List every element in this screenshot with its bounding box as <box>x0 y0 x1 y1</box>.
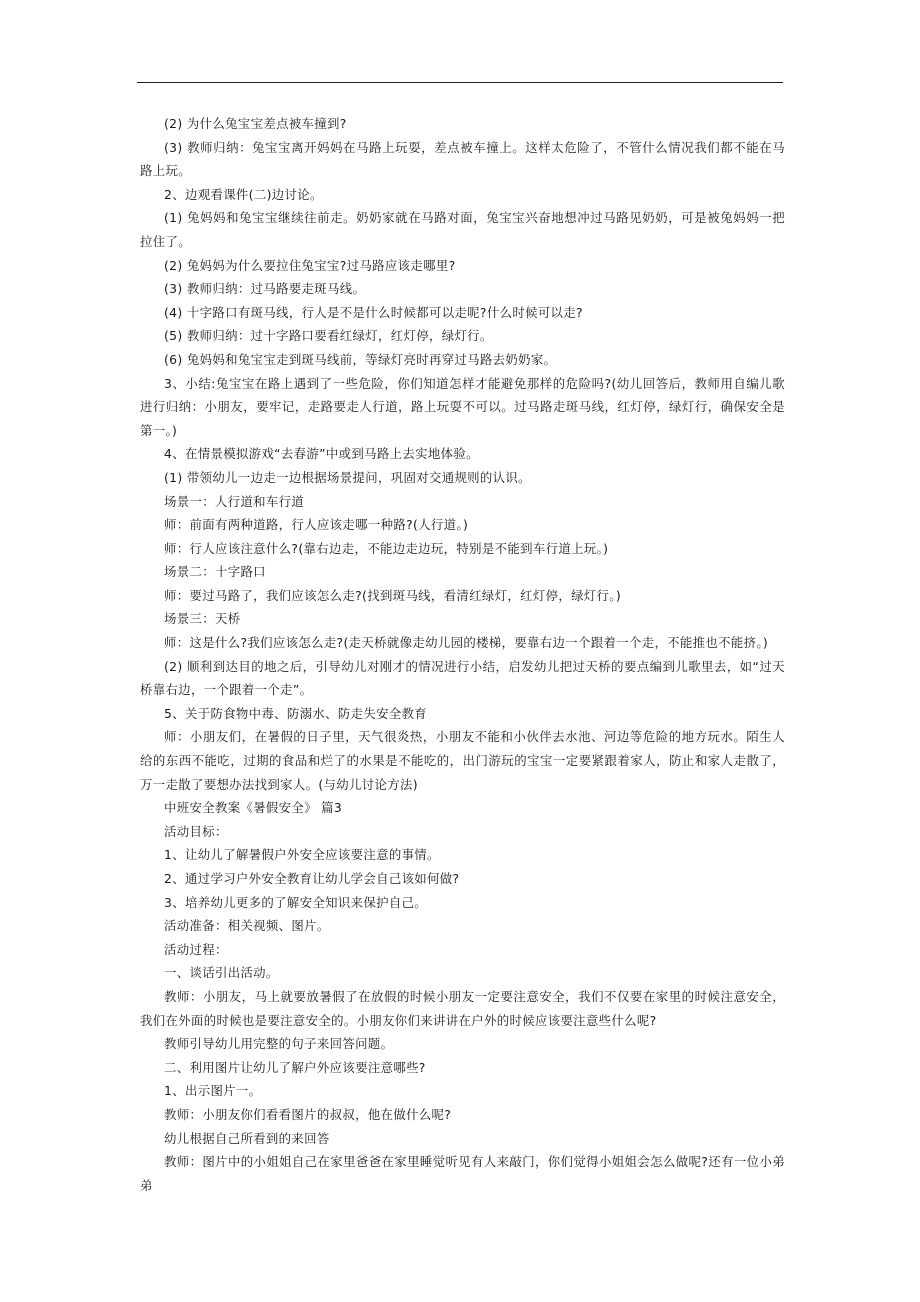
header-rule <box>137 82 783 83</box>
section-heading: 中班安全教案《暑假安全》 篇3 <box>164 800 343 816</box>
paragraph: (4) 十字路口有斑马线，行人是不是什么时候都可以走呢?什么时候可以走? <box>164 304 583 320</box>
paragraph: 一、谈话引出活动。 <box>164 965 279 981</box>
paragraph: (1) 带领幼儿一边走一边根据场景提问，巩固对交通规则的认识。 <box>164 469 531 485</box>
paragraph: 场景三：天桥 <box>164 611 241 627</box>
paragraph: 场景一：人行道和车行道 <box>164 493 305 509</box>
paragraph: (2) 兔妈妈为什么要拉住兔宝宝?过马路应该走哪里? <box>164 257 456 273</box>
paragraph: 幼儿根据自己所看到的来回答 <box>164 1130 330 1146</box>
paragraph: 教师：小朋友你们看看图片的叔叔，他在做什么呢? <box>164 1106 452 1122</box>
paragraph: 活动过程： <box>164 941 228 957</box>
paragraph: 师：小朋友们，在暑假的日子里，天气很炎热，小朋友不能和小伙伴去水池、河边等危险的地方玩水。陌生人给的东西不能吃，过期的食品和烂了的水果是不能吃的，出门游玩的宝宝一定要紧跟着家人，防止和家人走散了，万一走散了要想办法找到家人。(与幼儿讨论方法) <box>140 729 785 792</box>
paragraph: 师：这是什么?我们应该怎么走?(走天桥就像走幼儿园的楼梯，要靠右边一个跟着一个走，不能推也不能挤。) <box>164 635 769 651</box>
paragraph: 3、培养幼儿更多的了解安全知识来保护自己。 <box>164 894 428 910</box>
paragraph: (6) 兔妈妈和兔宝宝走到斑马线前，等绿灯亮时再穿过马路去奶奶家。 <box>164 351 557 367</box>
paragraph: 2、边观看课件(二)边讨论。 <box>164 186 323 202</box>
paragraph: (5) 教师归纳：过十字路口要看红绿灯，红灯停，绿灯行。 <box>164 328 493 344</box>
paragraph: (3) 教师归纳：兔宝宝离开妈妈在马路上玩耍，差点被车撞上。这样太危险了，不管什么情况我们都不能在马路上玩。 <box>140 139 785 179</box>
paragraph: 1、出示图片一。 <box>164 1083 262 1099</box>
paragraph: (3) 教师归纳：过马路要走斑马线。 <box>164 281 366 297</box>
paragraph: 2、通过学习户外安全教育让幼儿学会自己该如何做? <box>164 871 460 886</box>
paragraph: 1、让幼儿了解暑假户外安全应该要注意的事情。 <box>164 847 440 863</box>
paragraph: (2) 顺利到达目的地之后，引导幼儿对刚才的情况进行小结，启发幼儿把过天桥的要点编到儿歌里去，如“过天桥靠右边，一个跟着一个走”。 <box>140 658 785 698</box>
paragraph: 教师：小朋友，马上就要放暑假了在放假的时候小朋友一定要注意安全，我们不仅要在家里的时候注意安全，我们在外面的时候也是要注意安全的。小朋友你们来讲讲在户外的时候应该要注意些什么呢? <box>140 988 785 1028</box>
paragraph: 二、利用图片让幼儿了解户外应该要注意哪些? <box>164 1059 426 1075</box>
paragraph: 师：要过马路了，我们应该怎么走?(找到斑马线，看清红绿灯，红灯停，绿灯行。) <box>164 587 622 603</box>
paragraph: (2) 为什么兔宝宝差点被车撞到? <box>164 116 347 131</box>
paragraph: 教师：图片中的小姐姐自己在家里爸爸在家里睡觉听见有人来敲门，你们觉得小姐姐会怎么做呢?还有一位小弟弟 <box>140 1154 785 1193</box>
paragraph: 教师引导幼儿用完整的句子来回答问题。 <box>164 1036 394 1052</box>
paragraph: 师：行人应该注意什么?(靠右边走，不能边走边玩，特别是不能到车行道上玩。) <box>164 540 609 556</box>
paragraph: 3、小结:兔宝宝在路上遇到了一些危险，你们知道怎样才能避免那样的危险吗?(幼儿回答后，教师用自编儿歌进行归纳：小朋友，要牢记，走路要走人行道，路上玩耍不可以。过马路走斑马线，红灯停，绿灯行，确保安全是第一。) <box>140 375 785 438</box>
paragraph: (1) 兔妈妈和兔宝宝继续往前走。奶奶家就在马路对面，兔宝宝兴奋地想冲过马路见奶奶，可是被兔妈妈一把拉住了。 <box>140 210 785 249</box>
paragraph: 5、关于防食物中毒、防溺水、防走失安全教育 <box>164 705 428 721</box>
paragraph: 场景二：十字路口 <box>164 564 266 580</box>
paragraph: 活动准备：相关视频、图片。 <box>164 918 330 934</box>
document-body <box>140 112 785 1197</box>
paragraph: 4、在情景模拟游戏“去春游”中或到马路上去实地体验。 <box>164 446 479 462</box>
paragraph: 活动目标： <box>164 823 228 839</box>
paragraph: 师：前面有两种道路，行人应该走哪一种路?(人行道。) <box>164 517 469 533</box>
